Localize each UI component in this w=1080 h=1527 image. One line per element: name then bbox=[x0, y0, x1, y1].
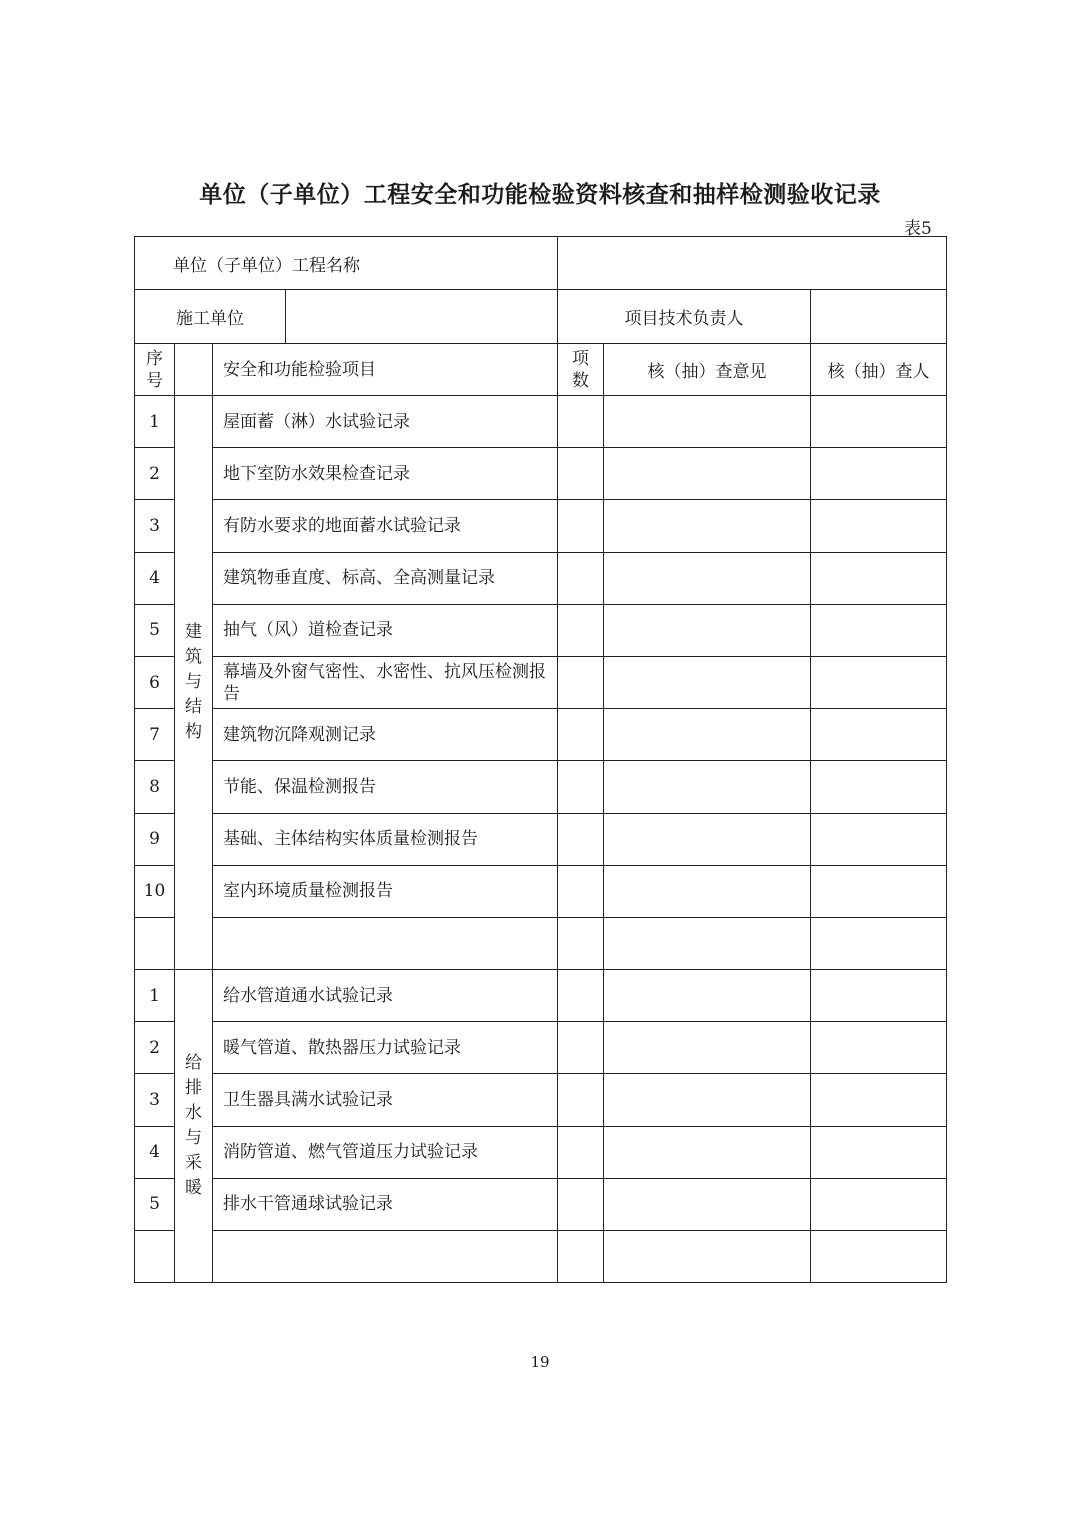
section-label bbox=[175, 970, 213, 1283]
row-number: 3 bbox=[135, 1074, 175, 1126]
section-label-char: 水 bbox=[185, 1103, 202, 1124]
opinion-cell[interactable] bbox=[604, 396, 811, 448]
count-cell[interactable] bbox=[558, 396, 604, 448]
construction-unit-label bbox=[135, 290, 558, 344]
inspection-item: 地下室防水效果检查记录 bbox=[213, 448, 558, 500]
opinion-cell[interactable] bbox=[604, 813, 811, 865]
checker-cell[interactable] bbox=[811, 1231, 947, 1283]
section-label-char: 采 bbox=[185, 1153, 202, 1174]
inspection-item: 幕墙及外窗气密性、水密性、抗风压检测报告 bbox=[213, 656, 558, 708]
row-number: 7 bbox=[135, 709, 175, 761]
page-number: 19 bbox=[530, 1353, 550, 1371]
count-cell[interactable] bbox=[558, 970, 604, 1022]
opinion-cell[interactable] bbox=[604, 448, 811, 500]
row-number: 10 bbox=[135, 865, 175, 917]
column-header-row bbox=[135, 344, 947, 396]
table-row bbox=[135, 1231, 947, 1283]
inspection-item: 建筑物沉降观测记录 bbox=[213, 709, 558, 761]
count-header-char: 项 bbox=[572, 348, 590, 369]
section-label-char: 结 bbox=[185, 697, 202, 718]
count-cell[interactable] bbox=[558, 865, 604, 917]
item-header: 安全和功能检验项目 bbox=[213, 344, 558, 396]
checker-cell[interactable] bbox=[811, 500, 947, 552]
row-number: 1 bbox=[135, 396, 175, 448]
section-label-char: 排 bbox=[185, 1078, 202, 1099]
table-row bbox=[135, 917, 947, 969]
table-row bbox=[135, 761, 947, 813]
row-number: 3 bbox=[135, 500, 175, 552]
inspection-item: 消防管道、燃气管道压力试验记录 bbox=[213, 1126, 558, 1178]
count-cell[interactable] bbox=[558, 813, 604, 865]
table-number: 表5 bbox=[904, 219, 932, 239]
row-number: 2 bbox=[135, 448, 175, 500]
inspection-item: 暖气管道、散热器压力试验记录 bbox=[213, 1022, 558, 1074]
project-name-row bbox=[135, 237, 947, 290]
opinion-cell[interactable] bbox=[604, 656, 811, 708]
table-row bbox=[135, 500, 947, 552]
row-number bbox=[135, 1231, 175, 1283]
inspection-item: 有防水要求的地面蓄水试验记录 bbox=[213, 500, 558, 552]
project-name-value[interactable] bbox=[558, 237, 947, 290]
inspection-item: 建筑物垂直度、标高、全高测量记录 bbox=[213, 552, 558, 604]
row-number: 5 bbox=[135, 1178, 175, 1230]
opinion-cell[interactable] bbox=[604, 500, 811, 552]
count-cell[interactable] bbox=[558, 1022, 604, 1074]
tech-lead-value[interactable] bbox=[811, 290, 947, 344]
checker-cell[interactable] bbox=[811, 656, 947, 708]
count-cell[interactable] bbox=[558, 1178, 604, 1230]
seq-header bbox=[135, 344, 175, 396]
checker-cell[interactable] bbox=[811, 865, 947, 917]
table-row bbox=[135, 552, 947, 604]
checker-cell[interactable] bbox=[811, 604, 947, 656]
checker-cell[interactable] bbox=[811, 970, 947, 1022]
table-row bbox=[135, 656, 947, 708]
count-cell[interactable] bbox=[558, 500, 604, 552]
section-label-char: 暖 bbox=[185, 1178, 202, 1199]
section-label-char: 筑 bbox=[185, 647, 202, 668]
section-label-char: 与 bbox=[185, 672, 202, 693]
count-cell[interactable] bbox=[558, 761, 604, 813]
checker-cell[interactable] bbox=[811, 709, 947, 761]
opinion-cell[interactable] bbox=[604, 1231, 811, 1283]
opinion-cell[interactable] bbox=[604, 709, 811, 761]
table-row bbox=[135, 1022, 947, 1074]
inspection-item: 排水干管通球试验记录 bbox=[213, 1178, 558, 1230]
row-number: 2 bbox=[135, 1022, 175, 1074]
row-number: 8 bbox=[135, 761, 175, 813]
table-row bbox=[135, 709, 947, 761]
checker-cell[interactable] bbox=[811, 448, 947, 500]
checker-cell[interactable] bbox=[811, 917, 947, 969]
opinion-cell[interactable] bbox=[604, 917, 811, 969]
table-row bbox=[135, 813, 947, 865]
count-cell[interactable] bbox=[558, 917, 604, 969]
opinion-cell[interactable] bbox=[604, 604, 811, 656]
inspection-item bbox=[213, 917, 558, 969]
seq-header-char: 序 bbox=[146, 348, 163, 369]
inspection-item: 给水管道通水试验记录 bbox=[213, 970, 558, 1022]
checker-cell[interactable] bbox=[811, 1022, 947, 1074]
table-row bbox=[135, 604, 947, 656]
table-row bbox=[135, 448, 947, 500]
construction-unit-row bbox=[135, 290, 947, 344]
table-row bbox=[135, 1126, 947, 1178]
opinion-cell[interactable] bbox=[604, 1022, 811, 1074]
table-row bbox=[135, 865, 947, 917]
row-number: 4 bbox=[135, 552, 175, 604]
opinion-cell[interactable] bbox=[604, 970, 811, 1022]
category-header bbox=[175, 344, 213, 396]
construction-unit-value[interactable] bbox=[286, 290, 557, 343]
checker-cell[interactable] bbox=[811, 813, 947, 865]
section-label-char: 与 bbox=[185, 1128, 202, 1149]
count-cell[interactable] bbox=[558, 709, 604, 761]
opinion-cell[interactable] bbox=[604, 1074, 811, 1126]
inspection-item: 屋面蓄（淋）水试验记录 bbox=[213, 396, 558, 448]
count-header bbox=[558, 344, 604, 396]
inspection-item: 室内环境质量检测报告 bbox=[213, 865, 558, 917]
count-cell[interactable] bbox=[558, 1074, 604, 1126]
table-row bbox=[135, 396, 947, 448]
checker-cell[interactable] bbox=[811, 1074, 947, 1126]
section-label-char: 构 bbox=[185, 722, 202, 743]
document-title: 单位（子单位）工程安全和功能检验资料核查和抽样检测验收记录 bbox=[199, 182, 881, 208]
project-name-label: 单位（子单位）工程名称 bbox=[135, 237, 558, 290]
inspection-item bbox=[213, 1231, 558, 1283]
checker-cell[interactable] bbox=[811, 396, 947, 448]
count-cell[interactable] bbox=[558, 552, 604, 604]
construction-unit-label-text: 施工单位 bbox=[135, 290, 286, 343]
count-cell[interactable] bbox=[558, 604, 604, 656]
section-label bbox=[175, 396, 213, 970]
inspection-item: 节能、保温检测报告 bbox=[213, 761, 558, 813]
count-cell[interactable] bbox=[558, 656, 604, 708]
table-row bbox=[135, 970, 947, 1022]
checker-cell[interactable] bbox=[811, 761, 947, 813]
table-row bbox=[135, 1178, 947, 1230]
count-cell[interactable] bbox=[558, 1126, 604, 1178]
row-number: 4 bbox=[135, 1126, 175, 1178]
row-number: 5 bbox=[135, 604, 175, 656]
tech-lead-label: 项目技术负责人 bbox=[558, 290, 811, 344]
opinion-cell[interactable] bbox=[604, 1126, 811, 1178]
row-number: 9 bbox=[135, 813, 175, 865]
opinion-cell[interactable] bbox=[604, 761, 811, 813]
section-label-char: 给 bbox=[185, 1053, 202, 1074]
opinion-cell[interactable] bbox=[604, 1178, 811, 1230]
opinion-header: 核（抽）查意见 bbox=[604, 344, 811, 396]
opinion-cell[interactable] bbox=[604, 865, 811, 917]
row-number bbox=[135, 917, 175, 969]
row-number: 6 bbox=[135, 656, 175, 708]
inspection-item: 抽气（风）道检查记录 bbox=[213, 604, 558, 656]
inspection-item: 卫生器具满水试验记录 bbox=[213, 1074, 558, 1126]
seq-header-char: 号 bbox=[146, 370, 163, 391]
count-header-char: 数 bbox=[572, 370, 590, 391]
row-number: 1 bbox=[135, 970, 175, 1022]
checker-cell[interactable] bbox=[811, 1178, 947, 1230]
checker-header: 核（抽）查人 bbox=[811, 344, 947, 396]
checker-cell[interactable] bbox=[811, 1126, 947, 1178]
opinion-cell[interactable] bbox=[604, 552, 811, 604]
inspection-record-table bbox=[134, 236, 947, 1283]
checker-cell[interactable] bbox=[811, 552, 947, 604]
table-row bbox=[135, 1074, 947, 1126]
inspection-item: 基础、主体结构实体质量检测报告 bbox=[213, 813, 558, 865]
count-cell[interactable] bbox=[558, 1231, 604, 1283]
section-label-char: 建 bbox=[185, 622, 202, 643]
count-cell[interactable] bbox=[558, 448, 604, 500]
